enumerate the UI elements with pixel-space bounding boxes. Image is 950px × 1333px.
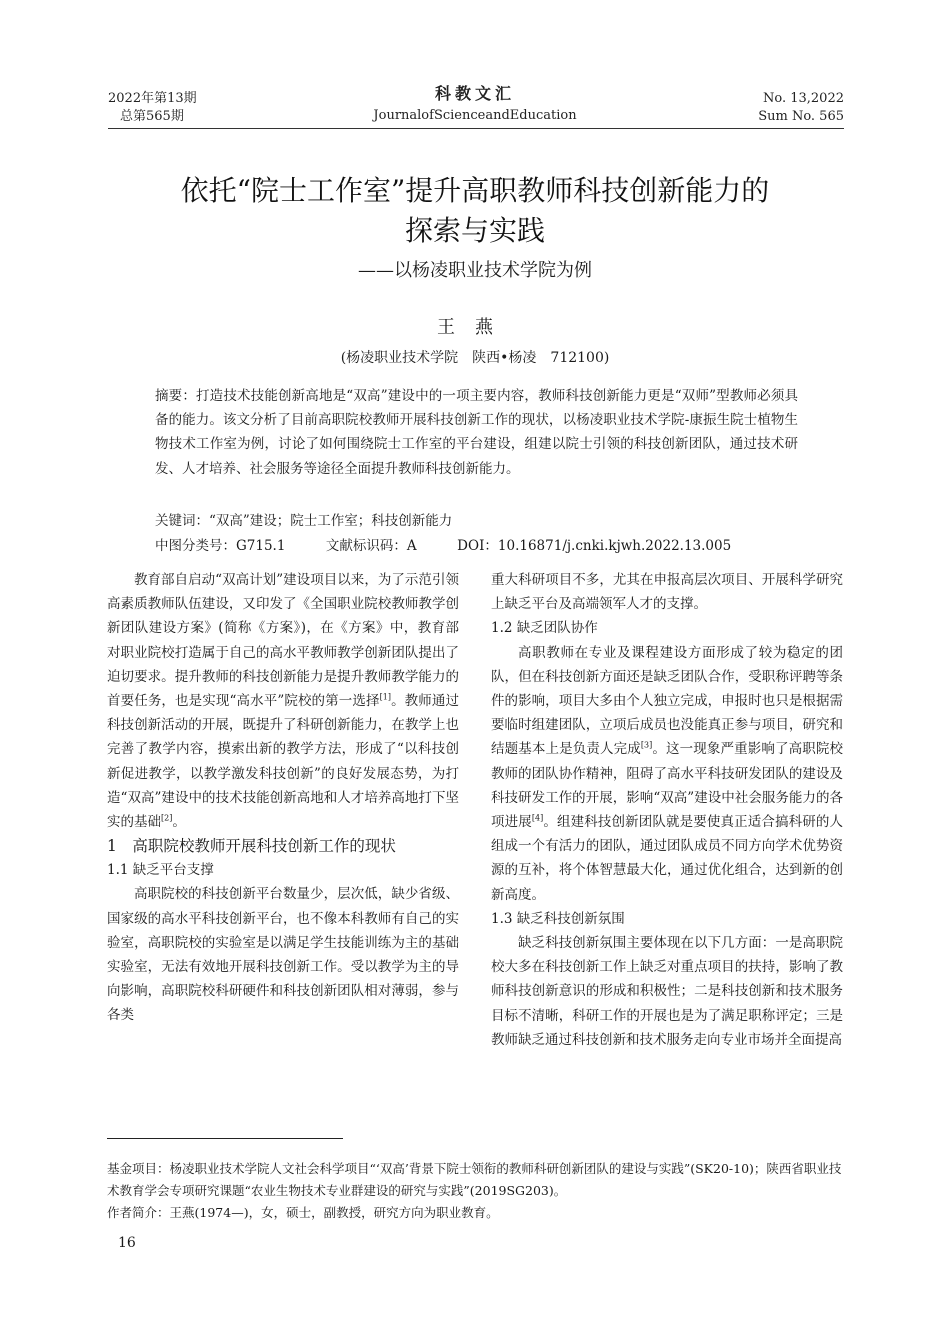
journal-name-en: JournalofScienceandEducation: [373, 108, 577, 123]
header-rule: [108, 128, 844, 129]
intro-paragraph: [107, 568, 459, 834]
paragraph-1-2-a: 高职教师在专业及课程建设方面形成了较为稳定的团队，但在科技创新方面还是缺乏团队合作，受职称评聘等条件的影响，项目大多由个人独立完成，申报时也只是根据需要临时组建团队，立项后成员也没能真正参与项目，研究和结题基本上是负责人完成: [491, 644, 843, 758]
body-left-column: [107, 568, 459, 1028]
abstract: 摘要：打造技术技能创新高地是“双高”建设中的一项主要内容，教师科技创新能力更是“双师”型教师必须具备的能力。该文分析了目前高职院校教师开展科技创新工作的现状，以杨凌职业技术学院-康振生院士植物生物技术工作室为例，讨论了如何围绕院士工作室的平台建设，组建以院士引领的科技创新团队，通过技术研发、人才培养、社会服务等途径全面提升教师科技创新能力。: [155, 388, 798, 477]
intro-text-cont: 。教师通过科技创新活动的开展，既提升了科研创新能力，在教学上也完善了教学内容，摸索出新的教学方法，形成了“以科技创新促进教学，以教学激发科技创新”的良好发展态势，为打造“双高”建设中的技术技能创新高地和人才培养高地打下坚实的基础: [107, 693, 459, 831]
journal-name-cn: 科教文汇: [434, 84, 515, 103]
header-right: [758, 90, 844, 126]
paragraph-1-1-continued: 重大科研项目不多，尤其在申报高层次项目、开展科学研究上缺乏平台及高端领军人才的支撑。: [491, 572, 843, 613]
body-right-column: [491, 568, 843, 1052]
subsection-heading-1-2: 1.2 缺乏团队协作: [491, 620, 598, 637]
subsection-heading-1-1: 1.1 缺乏平台支撑: [107, 862, 214, 879]
footnotes: [107, 1158, 847, 1224]
issue-cn: 2022年第13期: [108, 91, 197, 106]
classification-doi: 中图分类号：G715.1 文献标识码：A DOI：10.16871/j.cnki.kjwh.2022.13.005: [155, 538, 732, 554]
author-name: 王燕: [437, 317, 513, 338]
page-number: 16: [118, 1235, 136, 1251]
paper-title-line1: 依托“院士工作室”提升高职教师科技创新能力的: [180, 174, 770, 207]
paragraph-1-2-b: 。这一现象严重影响了高职院校教师的团队协作精神，阻碍了高水平科技研发团队的建设及科技研发工作的开展，影响“双高”建设中社会服务能力的各项进展: [491, 741, 844, 831]
citation-3: [3]: [640, 740, 653, 750]
header-left: [108, 90, 197, 126]
paragraph-1-2-c: 。组建科技创新团队就是要使真正适合搞科研的人组成一个有活力的团队，通过团队成员不同方向学术优势资源的互补，将个体智慧最大化，通过优化组合，达到新的创新高度。: [491, 814, 844, 903]
journal-masthead: [300, 84, 650, 125]
section-heading-1: 1 高职院校教师开展科技创新工作的现状: [107, 837, 396, 856]
intro-text-end: 。: [172, 814, 186, 831]
paper-subtitle: ——以杨凌职业技术学院为例: [358, 260, 592, 281]
citation-4: [4]: [531, 813, 544, 823]
paper-title-line2: 探索与实践: [404, 214, 545, 247]
footnote-rule: [107, 1138, 343, 1139]
paragraph-1-1: 高职院校的科技创新平台数量少，层次低，缺少省级、国家级的高水平科技创新平台，也不像本科教师有自己的实验室，高职院校的实验室是以满足学生技能训练为主的基础实验室，无法有效地开展科技创新工作。受以教学为主的导向影响，高职院校科研硬件和科技创新团队相对薄弱，参与各类: [107, 886, 459, 1024]
sum-en: Sum No. 565: [758, 109, 844, 124]
keywords: 关键词：“双高”建设；院士工作室；科技创新能力: [155, 513, 453, 529]
issue-en: No. 13,2022: [763, 91, 844, 106]
citation-2: [2]: [161, 813, 173, 823]
author-bio-note: 作者简介：王燕(1974—)，女，硕士，副教授，研究方向为职业教育。: [107, 1205, 499, 1220]
citation-1: [1]: [379, 692, 391, 702]
paragraph-1-2: [491, 641, 843, 907]
paragraph-1-3: 缺乏科技创新氛围主要体现在以下几方面：一是高职院校大多在科技创新工作上缺乏对重点项目的扶持，影响了教师科技创新意识的形成和积极性；二是科技创新和技术服务目标不清晰，科研工作的开展也是为了满足职称评定；三是教师缺乏通过科技创新和技术服务走向专业市场并全面提高: [491, 935, 843, 1048]
author-affiliation: (杨凌职业技术学院 陕西•杨凌 712100): [340, 350, 610, 366]
funding-note: 基金项目：杨凌职业技术学院人文社会科学项目“‘双高’背景下院士领衔的教师科研创新团队的建设与实践”(SK20-10)；陕西省职业技术教育学会专项研究课题“农业生物技术专业群建设的研究与实践”(2019SG203)。: [107, 1161, 842, 1198]
subsection-heading-1-3: 1.3 缺乏科技创新氛围: [491, 910, 625, 927]
total-issue-cn: 总第565期: [120, 109, 184, 124]
intro-text: 教育部自启动“双高计划”建设项目以来，为了示范引领高素质教师队伍建设，又印发了《全国职业院校教师教学创新团队建设方案》(简称《方案》)，在《方案》中，教育部对职业院校打造属于自己的高水平教师教学创新团队提出了迫切要求。提升教师的科技创新能力是提升教师教学能力的首要任务，也是实现“高水平”院校的第一选择: [107, 572, 459, 710]
